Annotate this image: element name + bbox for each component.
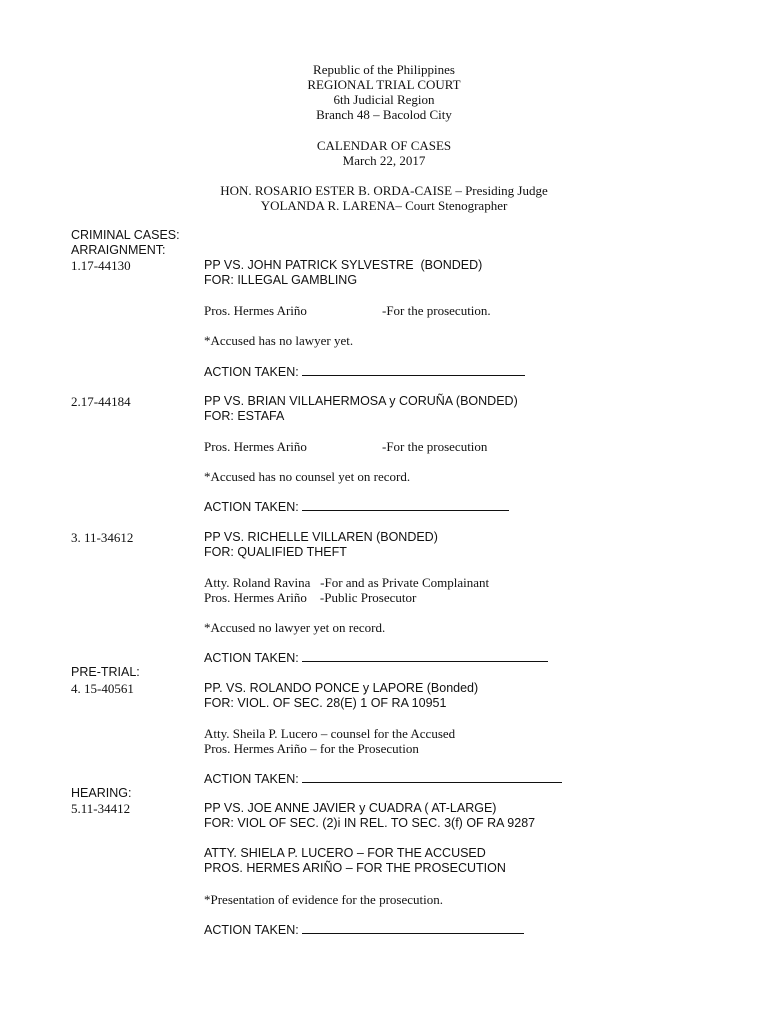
action-taken-label: ACTION TAKEN: (204, 923, 303, 937)
counsel-role: -For the prosecution (382, 439, 488, 454)
case-charge: FOR: ILLEGAL GAMBLING (204, 273, 358, 287)
action-taken-line[interactable] (302, 922, 524, 934)
case-charge: FOR: ESTAFA (204, 409, 285, 423)
section-hearing: HEARING: (71, 786, 132, 800)
action-taken (204, 364, 525, 380)
action-taken (204, 650, 548, 666)
case-title: PP VS. RICHELLE VILLAREN (BONDED) (204, 530, 438, 544)
counsel-name: Pros. Hermes Ariño (204, 439, 307, 454)
counsel-first: ATTY. SHIELA P. LUCERO – FOR THE ACCUSED (204, 846, 486, 860)
case-title: PP VS. JOE ANNE JAVIER y CUADRA ( AT-LARGE) (204, 801, 497, 815)
case-title: PP VS. BRIAN VILLAHERMOSA y CORUÑA (BONDED) (204, 394, 518, 408)
document-title: CALENDAR OF CASES (316, 138, 452, 153)
action-taken-label: ACTION TAKEN: (204, 772, 303, 786)
section-pre-trial: PRE-TRIAL: (71, 665, 140, 679)
case-charge: FOR: VIOL OF SEC. (2)i IN REL. TO SEC. 3(f) OF RA 9287 (204, 816, 536, 830)
presiding-judge: HON. ROSARIO ESTER B. ORDA-CAISE – Presiding Judge (220, 183, 548, 198)
action-taken-line[interactable] (302, 771, 562, 783)
counsel-second: PROS. HERMES ARIÑO – FOR THE PROSECUTION (204, 861, 506, 875)
section-arraignment: ARRAIGNMENT: (71, 243, 166, 257)
case-number: 3. 11-34612 (71, 530, 134, 545)
counsel-second: Pros. Hermes Ariño – for the Prosecution (204, 741, 419, 756)
header-court: REGIONAL TRIAL COURT (307, 77, 461, 92)
header-branch: Branch 48 – Bacolod City (316, 107, 452, 122)
action-taken-label: ACTION TAKEN: (204, 651, 303, 665)
case-title: PP. VS. ROLANDO PONCE y LAPORE (Bonded) (204, 681, 479, 695)
action-taken-label: ACTION TAKEN: (204, 500, 303, 514)
header-region: 6th Judicial Region (333, 92, 435, 107)
section-criminal-cases: CRIMINAL CASES: (71, 228, 180, 242)
action-taken-line[interactable] (302, 650, 548, 662)
action-taken-line[interactable] (302, 499, 509, 511)
case-charge: FOR: VIOL. OF SEC. 28(E) 1 OF RA 10951 (204, 696, 447, 710)
case-title: PP VS. JOHN PATRICK SYLVESTRE (BONDED) (204, 258, 483, 272)
counsel-second: Pros. Hermes Ariño -Public Prosecutor (204, 590, 417, 605)
case-charge: FOR: QUALIFIED THEFT (204, 545, 347, 559)
header-republic: Republic of the Philippines (313, 62, 455, 77)
action-taken-line[interactable] (302, 364, 525, 376)
case-number: 5.11-34412 (71, 801, 131, 816)
case-note: *Accused has no counsel yet on record. (204, 469, 411, 484)
case-note: *Accused has no lawyer yet. (204, 333, 354, 348)
case-number: 2.17-44184 (71, 394, 131, 409)
case-note: *Presentation of evidence for the prosecution. (204, 892, 443, 907)
document-date: March 22, 2017 (342, 153, 426, 168)
action-taken-label: ACTION TAKEN: (204, 365, 303, 379)
counsel-name: Pros. Hermes Ariño (204, 303, 307, 318)
action-taken (204, 922, 524, 938)
action-taken (204, 771, 562, 787)
action-taken (204, 499, 509, 515)
case-note: *Accused no lawyer yet on record. (204, 620, 386, 635)
counsel-first: Atty. Sheila P. Lucero – counsel for the Accused (204, 726, 456, 741)
court-stenographer: YOLANDA R. LARENA– Court Stenographer (260, 198, 508, 213)
counsel-first: Atty. Roland Ravina -For and as Private Complainant (204, 575, 490, 590)
case-number: 4. 15-40561 (71, 681, 134, 696)
case-number: 1.17-44130 (71, 258, 131, 273)
counsel-role: -For the prosecution. (382, 303, 491, 318)
